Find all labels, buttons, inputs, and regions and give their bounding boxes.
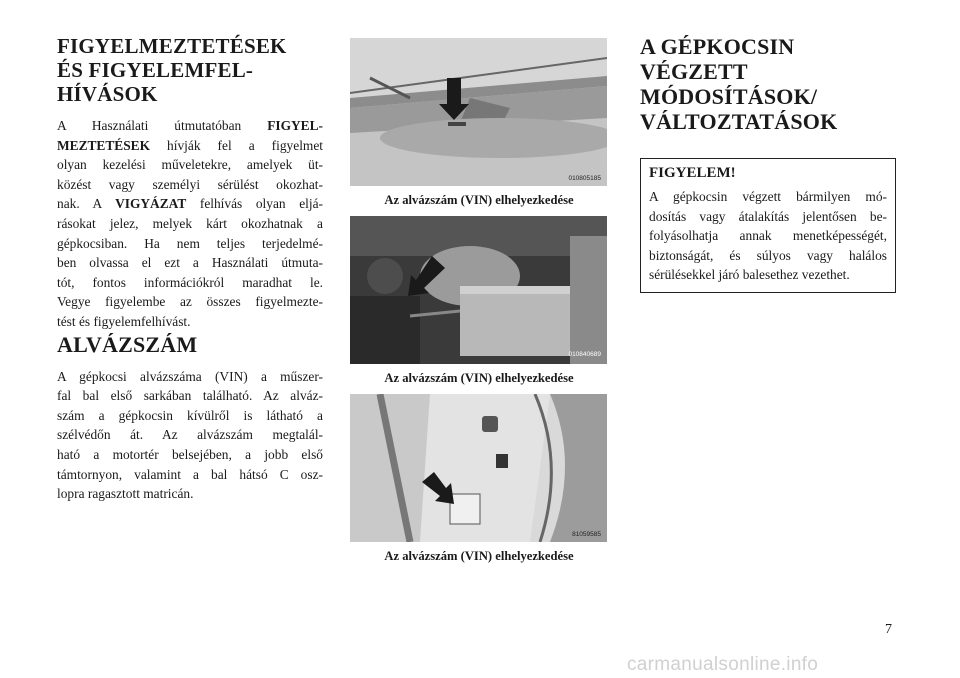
heading-warnings: FIGYELMEZTETÉSEK ÉS FIGYELEMFEL- HÍVÁSOK xyxy=(57,34,287,106)
vin-paragraph: A gépkocsi alvázszáma (VIN) a műszer- fal bal első sarkában található. Az alváz- szám a gépkocsin kívülről is látható a szélvédőn át. Az alvázszám megtalál- ható a motortér belsejében, a jobb első támtornyon, valamint a bal hátsó C osz- lopra ragasztott matricán. xyxy=(57,368,323,502)
warning-text: A gépkocsin végzett bármilyen mó- dosítás vagy átalakítás jelentősen be- folyásolhatja annak menetképességét, biztonságát, és súlyos vagy halálos sérülésekkel járó balesethez vezethet. xyxy=(649,189,887,283)
engine-bay-illustration xyxy=(350,216,607,364)
figure-windshield xyxy=(350,38,608,208)
right-column xyxy=(640,34,896,293)
windshield-photo xyxy=(350,38,607,186)
figure-code-2: 010840689 xyxy=(568,351,601,358)
figure-caption-1: Az alvázszám (VIN) elhelyezkedése xyxy=(384,193,574,207)
figure-c-pillar xyxy=(350,394,608,564)
windshield-illustration xyxy=(350,38,607,186)
page-number: 7 xyxy=(885,622,892,637)
warning-title: FIGYELEM! xyxy=(649,165,736,181)
watermark: carmanualsonline.info xyxy=(627,654,819,675)
heading-vin: ALVÁZSZÁM xyxy=(57,331,198,357)
left-column xyxy=(57,34,323,504)
heading-modifications: A GÉPKOCSIN VÉGZETT MÓDOSÍTÁSOK/ VÁLTOZTATÁSOK xyxy=(640,34,838,134)
c-pillar-illustration xyxy=(350,394,607,542)
engine-bay-photo xyxy=(350,216,607,364)
warnings-paragraph: A Használati útmutatóban FIGYEL- MEZTETÉSEK hívják fel a figyelmet olyan kezelési műveletekre, amelyek üt- közést vagy személyi sérülést okozhat- nak. A VIGYÁZAT felhívás olyan eljá- rásokat jelez, melyek kárt okozhatnak a gépkocsiban. Ha nem teljes terjedelmé- ben olvassa el ezt a Használati útmuta- tót, fontos információkról maradhat le. Vegye figyelembe az összes figyelmezte- tést és figyelemfelhívást. xyxy=(57,118,323,329)
figure-caption-3: Az alvázszám (VIN) elhelyezkedése xyxy=(384,549,574,563)
figure-code-3: 81059585 xyxy=(572,531,601,538)
warning-box xyxy=(640,158,896,293)
c-pillar-photo xyxy=(350,394,607,542)
figure-code-1: 010805185 xyxy=(568,175,601,182)
figure-engine-bay xyxy=(350,216,608,386)
figure-caption-2: Az alvázszám (VIN) elhelyezkedése xyxy=(384,371,574,385)
figures-column xyxy=(350,38,608,564)
